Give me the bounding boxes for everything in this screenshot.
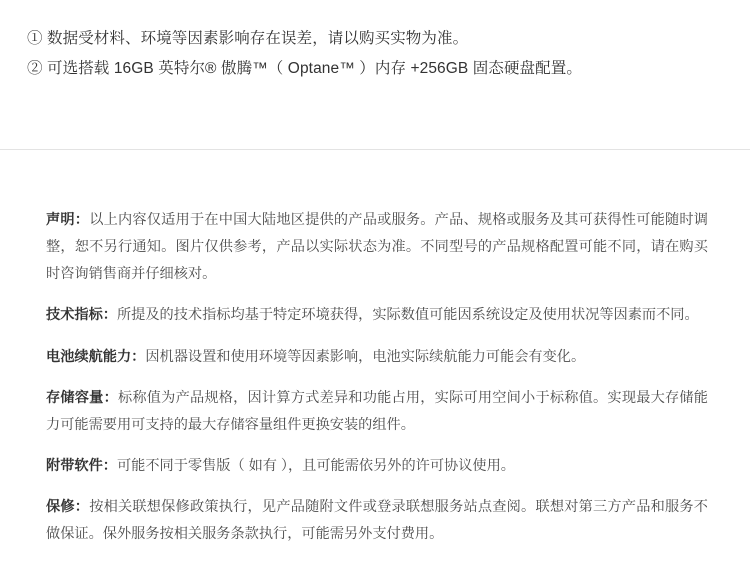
footnote-list	[27, 24, 723, 84]
footnote-item: ② 可选搭载 16GB 英特尔® 傲腾™（ Optane™ ）内存 +256GB 固态硬盘配置。	[27, 60, 582, 77]
disclaimer-paragraph-tech-specs	[46, 302, 708, 329]
footnote-item: ① 数据受材料、环境等因素影响存在误差，请以购买实物为准。	[27, 30, 469, 47]
disclaimer-text: 按相关联想保修政策执行，见产品随附文件或登录联想服务站点查阅。联想对第三方产品和服务不做保证。保外服务按相关服务条款执行，可能需另外支付费用。	[46, 499, 708, 543]
disclaimer-paragraph-statement	[46, 207, 708, 288]
disclaimer-paragraph-storage	[46, 385, 708, 439]
section-divider	[0, 149, 750, 150]
disclaimer-label: 存储容量：	[46, 389, 118, 406]
disclaimer-paragraph-software	[46, 453, 708, 480]
disclaimer-text: 以上内容仅适用于在中国大陆地区提供的产品或服务。产品、规格或服务及其可获得性可能随时调整，恕不另行通知。图片仅供参考，产品以实际状态为准。不同型号的产品规格配置可能不同，请在购买时咨询销售商并仔细核对。	[46, 212, 708, 283]
disclaimer-label: 附带软件：	[46, 457, 117, 474]
disclaimer-label: 电池续航能力：	[46, 348, 146, 365]
disclaimer-text: 因机器设置和使用环境等因素影响，电池实际续航能力可能会有变化。	[145, 348, 586, 365]
disclaimer-section	[46, 193, 708, 550]
disclaimer-label: 声明：	[46, 212, 90, 229]
disclaimer-paragraph-battery	[46, 344, 708, 371]
disclaimer-text: 可能不同于零售版（ 如有 ），且可能需依另外的许可协议使用。	[116, 457, 515, 474]
disclaimer-text: 标称值为产品规格，因计算方式差异和功能占用，实际可用空间小于标称值。实现最大存储能力可能需要用可支持的最大存储容量组件更换安装的组件。	[46, 389, 708, 433]
disclaimer-paragraph-warranty	[46, 494, 708, 548]
disclaimer-label: 技术指标：	[46, 307, 117, 324]
disclaimer-label: 保修：	[46, 499, 90, 516]
disclaimer-text: 所提及的技术指标均基于特定环境获得，实际数值可能因系统设定及使用状况等因素而不同。	[116, 307, 699, 324]
